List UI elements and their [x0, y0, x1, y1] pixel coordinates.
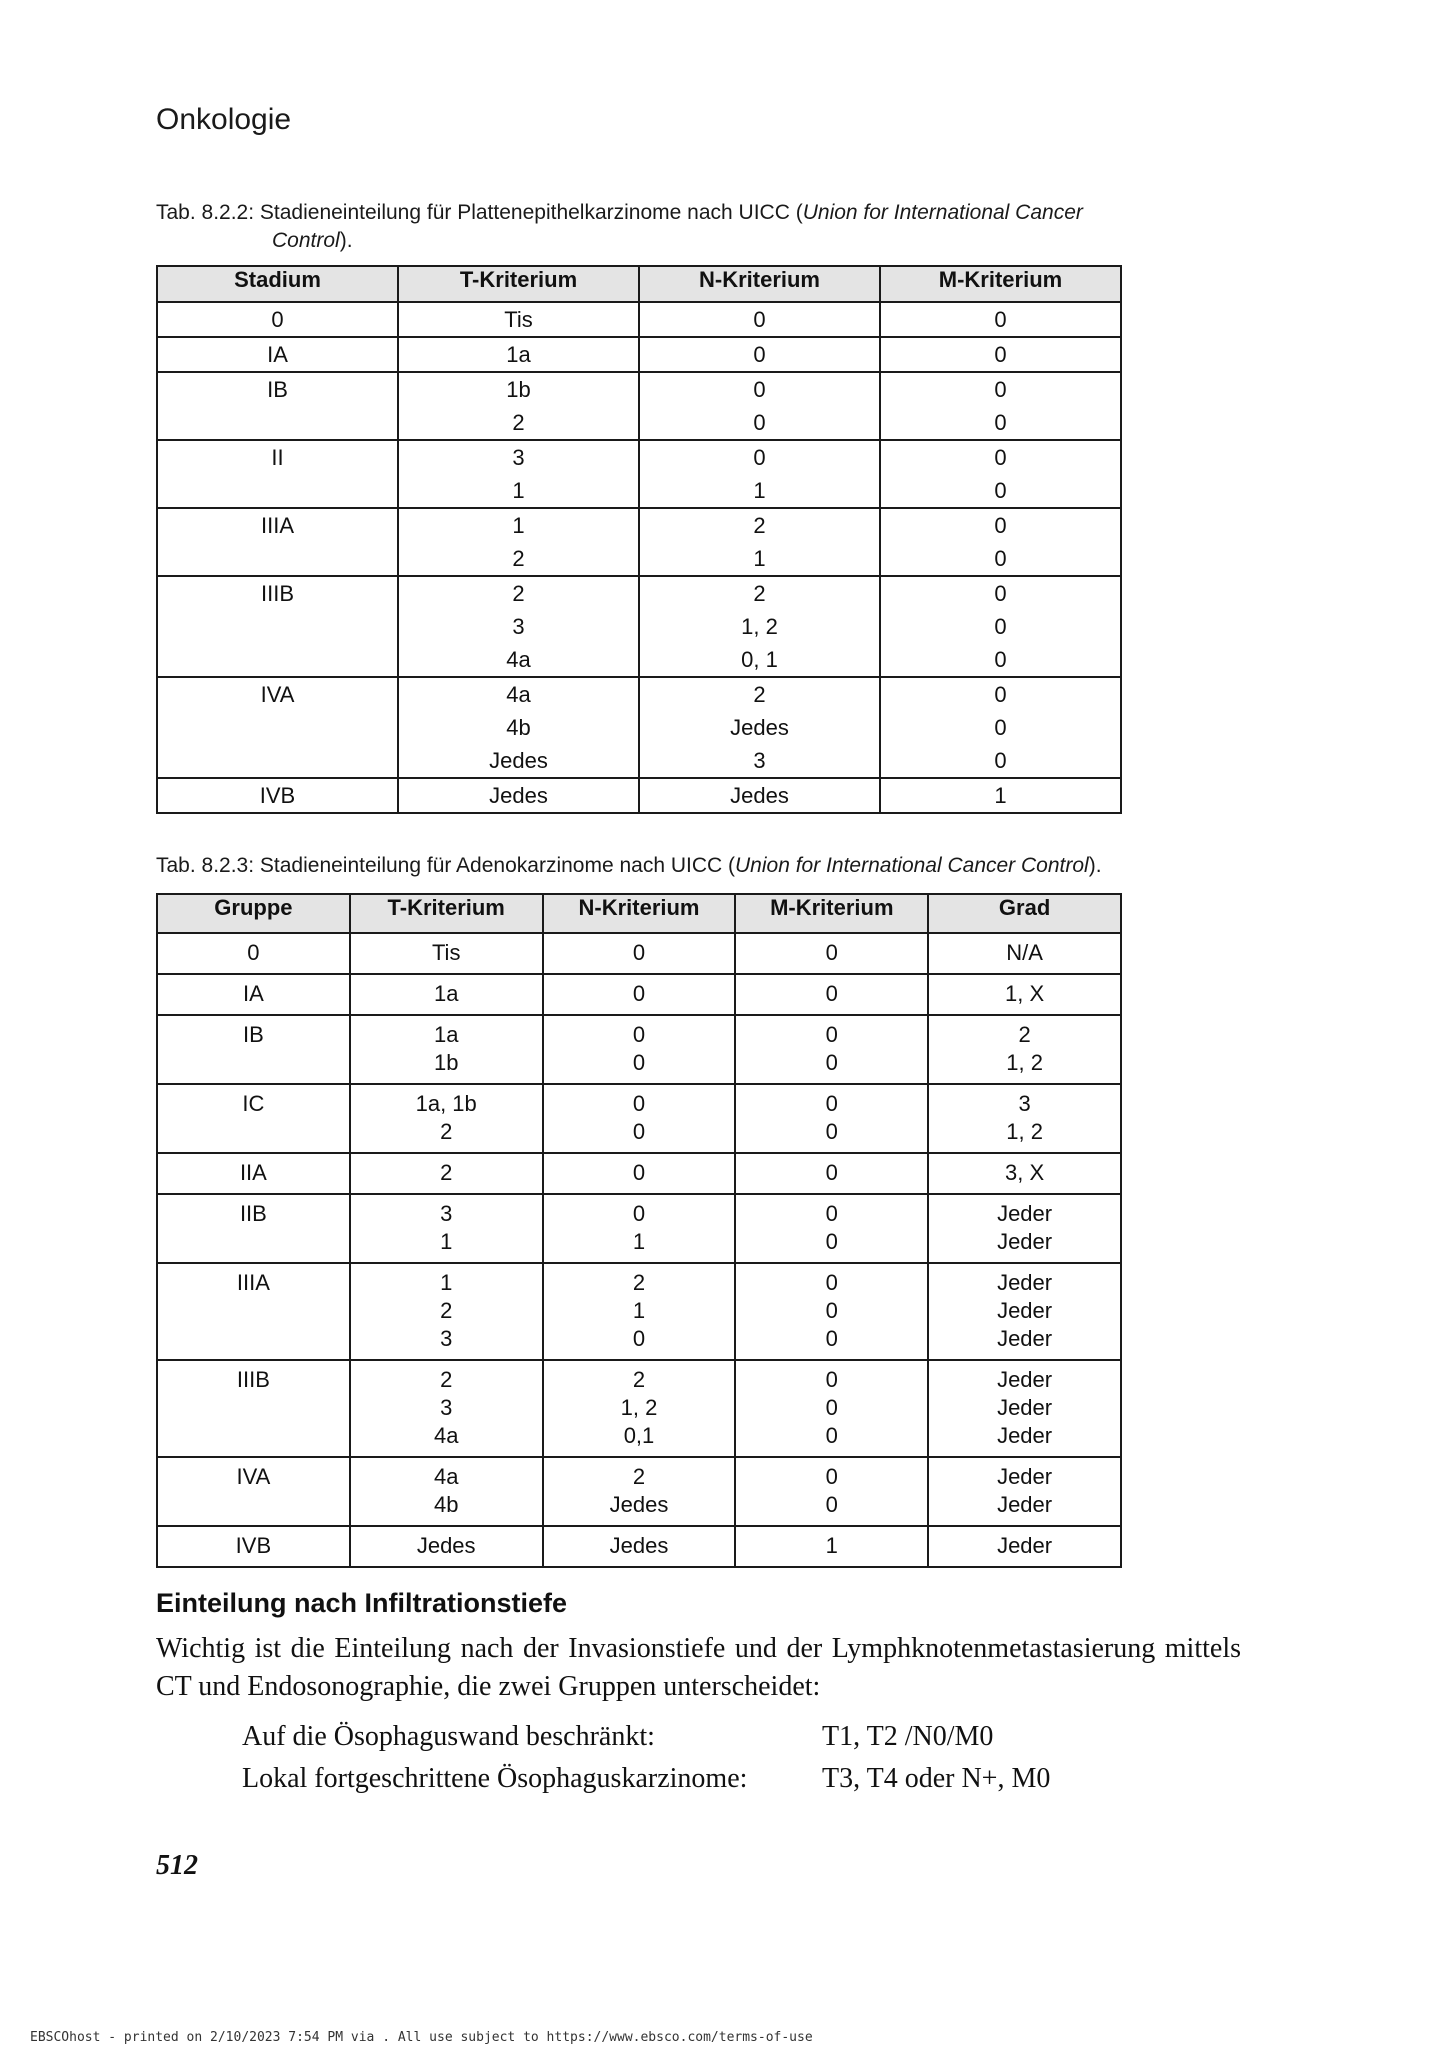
- column-header: M-Kriterium: [735, 894, 928, 933]
- cell-line: II: [271, 445, 284, 470]
- table-cell: [398, 337, 639, 372]
- cell-line: IB: [243, 1022, 264, 1047]
- cell-line: 0: [247, 940, 260, 965]
- table1-caption: [156, 199, 1238, 255]
- cell-line: 3: [512, 614, 525, 639]
- table-cell: [398, 508, 639, 576]
- table-cell: [543, 933, 736, 974]
- cell-line: 3: [753, 748, 766, 773]
- cell-line: 0: [753, 377, 766, 402]
- table-cell: [398, 576, 639, 677]
- cell-line: 0: [825, 1423, 838, 1448]
- cell-line: Jedes: [609, 1533, 669, 1558]
- table1-caption-prefix: Tab. 8.2.2: Stadieneinteilung für Plattenepithelkarzinome nach UICC (: [156, 201, 803, 224]
- cell-line: 0: [632, 1091, 646, 1116]
- table-cell: [398, 778, 639, 813]
- table-cell: [543, 1263, 736, 1360]
- table-cell: [157, 1526, 350, 1567]
- table-cell: [157, 337, 398, 372]
- table-cell: [157, 1015, 350, 1084]
- group-row-2: [242, 1760, 1050, 1798]
- table-cell: [157, 974, 350, 1015]
- cell-line: 1: [632, 1298, 646, 1323]
- cell-line: 0: [994, 445, 1007, 470]
- cell-line: 0: [753, 445, 766, 470]
- table-row: [157, 508, 1121, 576]
- table-cell: [880, 677, 1121, 778]
- column-header: Stadium: [157, 266, 398, 302]
- cell-line: 4a: [433, 1423, 459, 1448]
- cell-line: Jeder: [997, 1533, 1053, 1558]
- table-row: [157, 440, 1121, 508]
- cell-line: 2: [512, 410, 525, 435]
- cell-line: 0: [825, 1160, 838, 1185]
- table-cell: [157, 1084, 350, 1153]
- cell-line: 1, 2: [1006, 1119, 1043, 1144]
- cell-line: 0: [825, 940, 838, 965]
- cell-line: 3: [440, 1201, 453, 1226]
- column-header: N-Kriterium: [639, 266, 880, 302]
- table-cell: [398, 372, 639, 440]
- table-cell: [735, 974, 928, 1015]
- cell-line: 1: [440, 1270, 453, 1295]
- table-row: [157, 1263, 1121, 1360]
- table-row: [157, 1084, 1121, 1153]
- table-cell: [928, 1457, 1121, 1526]
- cell-line: 1a, 1b: [415, 1091, 477, 1116]
- table-cell: [639, 508, 880, 576]
- cell-line: 0: [753, 307, 766, 332]
- section-heading: Einteilung nach Infiltrationstiefe: [156, 1588, 568, 1618]
- cell-line: 0: [271, 307, 284, 332]
- table-cell: [735, 1084, 928, 1153]
- cell-line: Jeder: [997, 1298, 1053, 1323]
- table-row: [157, 1153, 1121, 1194]
- cell-line: IVB: [259, 783, 296, 808]
- table-cell: [157, 933, 350, 974]
- table-cell: [639, 372, 880, 440]
- section-paragraph: Wichtig ist die Einteilung nach der Invasionstiefe und der Lymphknotenmetastasierung mittels CT und Endosonographie, die zwei Gruppen unterscheidet:: [156, 1633, 1241, 1702]
- column-header: T-Kriterium: [398, 266, 639, 302]
- cell-line: 0: [825, 1492, 838, 1517]
- table-row: [157, 576, 1121, 677]
- table-cell: [350, 1263, 543, 1360]
- column-header: Grad: [928, 894, 1121, 933]
- cell-line: 4b: [433, 1492, 459, 1517]
- cell-line: 1: [753, 546, 766, 571]
- table-cell: [735, 1360, 928, 1457]
- cell-line: 0: [994, 546, 1007, 571]
- cell-line: 0: [825, 1022, 838, 1047]
- cell-line: IA: [243, 981, 264, 1006]
- table-row: [157, 933, 1121, 974]
- cell-line: 1: [632, 1229, 646, 1254]
- table-cell: [543, 1153, 736, 1194]
- table-cell: [157, 302, 398, 337]
- cell-line: Jeder: [997, 1326, 1053, 1351]
- cell-line: 1a: [433, 981, 459, 1006]
- table-row: [157, 1360, 1121, 1457]
- cell-line: 3, X: [1005, 1160, 1045, 1185]
- cell-line: 0: [994, 748, 1007, 773]
- cell-line: 1b: [433, 1050, 459, 1075]
- group-term: Auf die Ösophaguswand beschränkt:: [242, 1721, 655, 1752]
- cell-line: Jeder: [997, 1492, 1053, 1517]
- table-cell: [350, 1457, 543, 1526]
- cell-line: IVB: [235, 1533, 272, 1558]
- cell-line: 0: [994, 478, 1007, 503]
- table2-stadieneinteilung: [156, 893, 1122, 1568]
- cell-line: Jedes: [609, 1492, 669, 1517]
- cell-line: Jedes: [730, 715, 789, 740]
- cell-line: 1, 2: [620, 1395, 658, 1420]
- table-cell: [350, 1360, 543, 1457]
- table2-body: [157, 933, 1121, 1567]
- cell-line: 0: [825, 1395, 838, 1420]
- group-term: Lokal fortgeschrittene Ösophaguskarzinome:: [242, 1763, 748, 1794]
- cell-line: 0: [825, 1050, 838, 1075]
- cell-line: IIIB: [260, 581, 294, 606]
- cell-line: 2: [440, 1298, 453, 1323]
- cell-line: Jeder: [997, 1395, 1053, 1420]
- cell-line: 0: [825, 1119, 838, 1144]
- cell-line: 2: [440, 1367, 453, 1392]
- cell-line: 1b: [506, 377, 531, 402]
- cell-line: 0: [994, 581, 1007, 606]
- cell-line: 1: [512, 478, 525, 503]
- table-cell: [543, 1526, 736, 1567]
- cell-line: 2: [632, 1464, 646, 1489]
- table-cell: [543, 1457, 736, 1526]
- table-cell: [928, 1084, 1121, 1153]
- cell-line: 0: [632, 1201, 646, 1226]
- table-cell: [157, 1194, 350, 1263]
- cell-line: 0: [753, 342, 766, 367]
- cell-line: Jedes: [489, 783, 548, 808]
- table-cell: [880, 440, 1121, 508]
- table-cell: [350, 1526, 543, 1567]
- table-cell: [157, 778, 398, 813]
- cell-line: Jedes: [489, 748, 548, 773]
- cell-line: 2: [753, 513, 766, 538]
- group-value: T1, T2 /N0/M0: [822, 1721, 994, 1752]
- cell-line: N/A: [1006, 940, 1043, 965]
- cell-line: 0: [825, 1464, 838, 1489]
- cell-line: 0: [994, 410, 1007, 435]
- table-cell: [880, 778, 1121, 813]
- table-cell: [157, 677, 398, 778]
- table-cell: [157, 372, 398, 440]
- table-cell: [928, 1015, 1121, 1084]
- table-cell: [398, 677, 639, 778]
- cell-line: IIIA: [236, 1270, 270, 1295]
- cell-line: 1: [994, 783, 1007, 808]
- cell-line: 0: [632, 940, 646, 965]
- cell-line: 2: [753, 581, 766, 606]
- table-cell: [735, 1526, 928, 1567]
- table-cell: [880, 302, 1121, 337]
- table-row: [157, 1457, 1121, 1526]
- cell-line: 0: [825, 1229, 838, 1254]
- table2-header-row: [157, 894, 1121, 933]
- table-cell: [928, 974, 1121, 1015]
- cell-line: 0: [994, 307, 1007, 332]
- cell-line: IIA: [239, 1160, 267, 1185]
- footer-notice: EBSCOhost - printed on 2/10/2023 7:54 PM via . All use subject to https://www.ebsco.com/terms-of-use: [30, 2030, 813, 2045]
- cell-line: 0: [753, 410, 766, 435]
- table-cell: [928, 933, 1121, 974]
- table-cell: [543, 1194, 736, 1263]
- cell-line: IB: [267, 377, 288, 402]
- cell-line: 2: [440, 1119, 453, 1144]
- table-cell: [735, 1194, 928, 1263]
- cell-line: 0: [632, 1160, 646, 1185]
- table2-header: [157, 894, 1121, 933]
- cell-line: 4a: [506, 682, 531, 707]
- table2-caption: [156, 852, 1286, 880]
- cell-line: 0: [632, 1050, 646, 1075]
- cell-line: IC: [242, 1091, 265, 1116]
- table-row: [157, 1194, 1121, 1263]
- cell-line: 1: [440, 1229, 453, 1254]
- table-cell: [157, 1457, 350, 1526]
- table1-body: [157, 302, 1121, 813]
- cell-line: 0: [994, 614, 1007, 639]
- cell-line: 2: [440, 1160, 453, 1185]
- table-cell: [157, 1153, 350, 1194]
- table-cell: [639, 440, 880, 508]
- table-cell: [735, 933, 928, 974]
- cell-line: 0: [632, 1022, 646, 1047]
- table-row: [157, 337, 1121, 372]
- table-cell: [639, 677, 880, 778]
- table-cell: [350, 1084, 543, 1153]
- table-cell: [350, 1153, 543, 1194]
- cell-line: 0: [632, 1326, 646, 1351]
- table2-caption-prefix: Tab. 8.2.3: Stadieneinteilung für Adenokarzinome nach UICC (: [156, 854, 736, 877]
- table-cell: [735, 1457, 928, 1526]
- table-row: [157, 677, 1121, 778]
- cell-line: 1, X: [1005, 981, 1045, 1006]
- table-cell: [157, 440, 398, 508]
- table-cell: [880, 576, 1121, 677]
- table-cell: [880, 508, 1121, 576]
- table-cell: [543, 1015, 736, 1084]
- cell-line: 1: [825, 1533, 838, 1558]
- table-cell: [350, 974, 543, 1015]
- column-header: T-Kriterium: [350, 894, 543, 933]
- cell-line: 4a: [506, 647, 531, 672]
- cell-line: 3: [512, 445, 525, 470]
- group-value: T3, T4 oder N+, M0: [822, 1763, 1051, 1794]
- table1-caption-title: Union for International Cancer: [802, 201, 1083, 224]
- cell-line: IIIB: [236, 1367, 270, 1392]
- table-cell: [543, 974, 736, 1015]
- table-cell: [735, 1263, 928, 1360]
- cell-line: 2: [632, 1270, 646, 1295]
- table-cell: [157, 1360, 350, 1457]
- table-row: [157, 778, 1121, 813]
- table-cell: [639, 778, 880, 813]
- cell-line: 0: [994, 513, 1007, 538]
- cell-line: IA: [267, 342, 288, 367]
- cell-line: Jedes: [416, 1533, 476, 1558]
- cell-line: 0,1: [623, 1423, 655, 1448]
- cell-line: 3: [440, 1395, 453, 1420]
- running-head: Onkologie: [156, 103, 292, 136]
- cell-line: 0: [825, 981, 838, 1006]
- column-header: Gruppe: [157, 894, 350, 933]
- cell-line: Jeder: [997, 1229, 1053, 1254]
- cell-line: IIB: [239, 1201, 267, 1226]
- cell-line: Jeder: [997, 1270, 1053, 1295]
- cell-line: 0: [825, 1298, 838, 1323]
- column-header: N-Kriterium: [543, 894, 736, 933]
- cell-line: Jeder: [997, 1423, 1053, 1448]
- cell-line: 2: [753, 682, 766, 707]
- cell-line: 4a: [433, 1464, 459, 1489]
- table-cell: [735, 1015, 928, 1084]
- table-cell: [639, 576, 880, 677]
- cell-line: 2: [512, 546, 525, 571]
- table-cell: [928, 1263, 1121, 1360]
- table-row: [157, 974, 1121, 1015]
- table-cell: [928, 1194, 1121, 1263]
- cell-line: IVA: [236, 1464, 271, 1489]
- table1-header-row: [157, 266, 1121, 302]
- table-cell: [398, 302, 639, 337]
- table-row: [157, 372, 1121, 440]
- table2-caption-suffix: ).: [1088, 854, 1102, 877]
- table-cell: [880, 337, 1121, 372]
- cell-line: 0: [825, 1270, 838, 1295]
- table-cell: [398, 440, 639, 508]
- table-cell: [157, 576, 398, 677]
- table1-caption-suffix: ).: [339, 229, 353, 252]
- cell-line: 4b: [506, 715, 531, 740]
- table2-caption-title: Union for International Cancer Control: [735, 854, 1089, 877]
- cell-line: 0: [994, 682, 1007, 707]
- table-cell: [157, 1263, 350, 1360]
- cell-line: 1a: [433, 1022, 459, 1047]
- cell-line: 3: [440, 1326, 453, 1351]
- cell-line: 0, 1: [741, 647, 778, 672]
- table-cell: [735, 1153, 928, 1194]
- table-cell: [350, 933, 543, 974]
- table-cell: [350, 1194, 543, 1263]
- table-cell: [880, 372, 1121, 440]
- cell-line: 1: [512, 513, 525, 538]
- table-cell: [639, 337, 880, 372]
- cell-line: 0: [994, 377, 1007, 402]
- cell-line: 0: [825, 1326, 838, 1351]
- cell-line: 1a: [506, 342, 531, 367]
- column-header: M-Kriterium: [880, 266, 1121, 302]
- table-cell: [928, 1360, 1121, 1457]
- table-cell: [157, 508, 398, 576]
- cell-line: 2: [632, 1367, 646, 1392]
- cell-line: IIIA: [260, 513, 294, 538]
- cell-line: 0: [825, 1201, 838, 1226]
- cell-line: 1: [753, 478, 766, 503]
- cell-line: 0: [994, 647, 1007, 672]
- cell-line: 2: [1018, 1022, 1031, 1047]
- cell-line: Jeder: [997, 1201, 1053, 1226]
- cell-line: 0: [994, 715, 1007, 740]
- cell-line: Jedes: [730, 783, 789, 808]
- cell-line: 3: [1018, 1091, 1031, 1116]
- cell-line: 0: [825, 1367, 838, 1392]
- cell-line: 2: [512, 581, 525, 606]
- table1-stadieneinteilung: [156, 265, 1122, 814]
- cell-line: 0: [632, 1119, 646, 1144]
- cell-line: IVA: [260, 682, 295, 707]
- table-row: [157, 1526, 1121, 1567]
- cell-line: Tis: [431, 940, 461, 965]
- cell-line: Tis: [504, 307, 533, 332]
- table-cell: [928, 1153, 1121, 1194]
- table-cell: [639, 302, 880, 337]
- group-row-1: [242, 1718, 993, 1756]
- table-row: [157, 1015, 1121, 1084]
- table-cell: [350, 1015, 543, 1084]
- cell-line: 1, 2: [1006, 1050, 1043, 1075]
- cell-line: Jeder: [997, 1464, 1053, 1489]
- table-cell: [543, 1360, 736, 1457]
- cell-line: 0: [825, 1091, 838, 1116]
- table1-header: [157, 266, 1121, 302]
- table1-caption-title-cont: Control: [272, 229, 340, 252]
- cell-line: 1, 2: [741, 614, 778, 639]
- table-cell: [928, 1526, 1121, 1567]
- page-number: 512: [156, 1850, 198, 1881]
- cell-line: 0: [632, 981, 646, 1006]
- cell-line: Jeder: [997, 1367, 1053, 1392]
- cell-line: 0: [994, 342, 1007, 367]
- table-cell: [543, 1084, 736, 1153]
- table-row: [157, 302, 1121, 337]
